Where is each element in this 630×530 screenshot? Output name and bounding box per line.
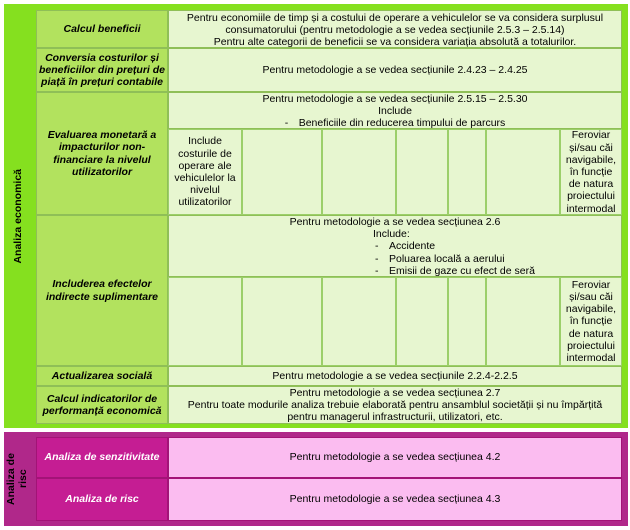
indicators-content xyxy=(168,386,622,424)
risk-analysis-label xyxy=(4,432,32,526)
indirect-bullet-ghg: - Emisii de gaze cu efect de seră xyxy=(375,265,621,277)
economic-analysis-label xyxy=(4,4,32,428)
benefits-line-1: Pentru economiile de timp și a costului de operare a vehiculelor se va considera surplusul xyxy=(186,12,604,24)
monetary-cell-rail-waterways: Feroviar și/sau căi navigabile, în funcție de natura proiectului intermodal xyxy=(560,129,622,215)
indirect-header: Includerea efectelor indirecte suplimentare xyxy=(36,215,168,366)
benefits-line-3: Pentru alte categorii de beneficii se va considera variația absolută a totalurilor. xyxy=(213,36,577,49)
monetary-top xyxy=(168,92,622,129)
indirect-line-1: Pentru metodologie a se vedea secțiunea 2.6 xyxy=(289,216,501,228)
monetary-cell-empty-4 xyxy=(448,129,486,215)
risk-header: Analiza de risc xyxy=(36,478,168,521)
monetary-cell-vehicle-costs: Include costurile de operare ale vehiculelor la nivelul utilizatorilor xyxy=(168,129,242,215)
indirect-bullet-air-pollution: - Poluarea locală a aerului xyxy=(375,253,621,265)
indicators-header: Calcul indicatorilor de performanță economică xyxy=(36,386,168,424)
monetary-cell-empty-1 xyxy=(242,129,322,215)
social-header: Actualizarea socială xyxy=(36,366,168,386)
indirect-cell-empty-4 xyxy=(396,277,448,366)
indirect-top xyxy=(168,215,622,277)
economic-analysis-title: Analiza economică xyxy=(12,168,24,264)
monetary-line-2: Include xyxy=(378,105,412,118)
indirect-cell-empty-2 xyxy=(242,277,322,366)
monetary-cell-empty-2 xyxy=(322,129,396,215)
benefits-header: Calcul beneficii xyxy=(36,10,168,48)
monetary-cell-empty-3 xyxy=(396,129,448,215)
sensitivity-header: Analiza de senzitivitate xyxy=(36,437,168,478)
indirect-cell-empty-5 xyxy=(448,277,486,366)
benefits-line-2: consumatorului (pentru metodologie a se vedea secțiunile 2.5.3 – 2.5.14) xyxy=(225,24,565,37)
benefits-content xyxy=(168,10,622,48)
monetary-cell-empty-5 xyxy=(486,129,560,215)
indirect-cell-rail-waterways: Feroviar și/sau căi navigabile, în funcție de natura proiectului intermodal xyxy=(560,277,622,366)
indirect-line-2: Include: xyxy=(373,228,410,241)
indirect-cell-empty-1 xyxy=(168,277,242,366)
risk-analysis-title: Analiza de risc xyxy=(5,453,29,505)
indirect-bullet-accidents: - Accidente xyxy=(375,240,621,252)
risk-content: Pentru metodologie a se vedea secțiunea 4.3 xyxy=(168,478,622,521)
sensitivity-content: Pentru metodologie a se vedea secțiunea 4.2 xyxy=(168,437,622,478)
indicators-line-3: pentru managerul infrastructurii, utilizatori, etc. xyxy=(287,411,503,424)
indirect-cell-empty-3 xyxy=(322,277,396,366)
conversion-content: Pentru metodologie a se vedea secțiunile 2.4.23 – 2.4.25 xyxy=(168,48,622,92)
indicators-line-1: Pentru metodologie a se vedea secțiunea 2.7 xyxy=(289,387,501,399)
indirect-cell-empty-6 xyxy=(486,277,560,366)
conversion-header: Conversia costurilor și beneficiilor din prețuri de piață în prețuri contabile xyxy=(36,48,168,92)
monetary-line-1: Pentru metodologie a se vedea secțiunile 2.5.15 – 2.5.30 xyxy=(262,93,528,105)
indicators-line-2: Pentru toate modurile analiza trebuie elaborată pentru ansamblul societății și nu împărțită xyxy=(187,399,603,412)
monetary-header: Evaluarea monetară a impacturilor non-financiare la nivelul utilizatorilor xyxy=(36,92,168,215)
monetary-bullet-travel-time: - Beneficiile din reducerea timpului de parcurs xyxy=(285,117,506,129)
social-content: Pentru metodologie a se vedea secțiunile 2.2.4-2.2.5 xyxy=(168,366,622,386)
